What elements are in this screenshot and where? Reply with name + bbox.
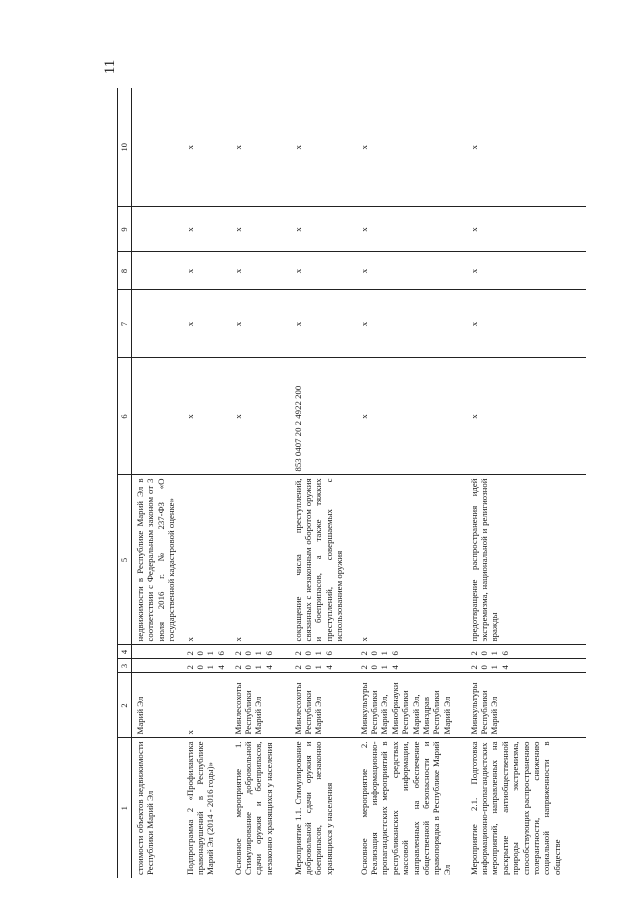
header-cell-7: 7 xyxy=(118,290,132,358)
cell-c4: 2016 xyxy=(356,645,466,659)
cell-c3: 2014 xyxy=(290,659,356,673)
cell-c4: 2016 xyxy=(182,645,230,659)
cell-c7: x xyxy=(466,290,586,358)
cell-c9 xyxy=(132,207,182,252)
cell-c5: x xyxy=(182,475,230,645)
cell-c3: 2014 xyxy=(466,659,586,673)
cell-c10: x xyxy=(182,88,230,207)
cell-c7: x xyxy=(356,290,466,358)
header-cell-1: 1 xyxy=(118,738,132,878)
rotated-table-page xyxy=(117,88,562,878)
header-cell-5: 5 xyxy=(118,475,132,645)
cell-c10: x xyxy=(290,88,356,207)
cell-c7 xyxy=(132,290,182,358)
cell-c2: Минлесохоты Республики Марий Эл xyxy=(230,673,290,738)
cell-c1: Мероприятие 2.1. Подготовка информационно-пропагандистских мероприятий, направленных на раскрытие антиобщественной природы экстремизма, способствующих распространению толерантности, снижению социальной напряженности в обществе xyxy=(468,741,562,875)
page-number: 11 xyxy=(101,59,118,75)
cell-c4 xyxy=(132,645,182,659)
table-row xyxy=(356,88,466,878)
header-cell-10: 10 xyxy=(118,88,132,207)
cell-c8 xyxy=(132,252,182,290)
cell-c1: стоимости объектов недвижимости Республики Марий Эл xyxy=(135,741,156,875)
cell-c9: x xyxy=(466,207,586,252)
cell-c8: x xyxy=(182,252,230,290)
cell-c8: x xyxy=(356,252,466,290)
header-cell-4: 4 xyxy=(118,645,132,659)
cell-c7: x xyxy=(230,290,290,358)
cell-c6 xyxy=(132,358,182,475)
cell-c6: x xyxy=(356,358,466,475)
cell-c1: Основное мероприятие 1. Стимулирование добровольной сдачи оружия и боеприпасов, незаконно хранящихся у населения xyxy=(232,741,274,875)
cell-c2: x xyxy=(182,673,230,738)
cell-c2: Марий Эл xyxy=(132,673,182,738)
cell-c4: 2016 xyxy=(466,645,586,659)
cell-c6: x xyxy=(182,358,230,475)
cell-c7: x xyxy=(182,290,230,358)
cell-c8: x xyxy=(466,252,586,290)
cell-c3: 2014 xyxy=(230,659,290,673)
cell-c1: Мероприятие 1.1. Стимулирование добровольной сдачи оружия и боеприпасов, незаконно хранящихся у населения xyxy=(292,741,334,875)
table-row xyxy=(290,88,356,878)
cell-c10 xyxy=(132,88,182,207)
cell-c6: x xyxy=(466,358,586,475)
cell-c6: x xyxy=(230,358,290,475)
cell-c3: 2014 xyxy=(356,659,466,673)
cell-c5: недвижимости в Республике Марий Эл в соответствии с Федеральным законом от 3 июля 2016 г. № 237-ФЗ «О государственной кадастровой оценке» xyxy=(132,475,182,645)
cell-c5: сокращение числа преступлений, связанных с незаконным оборотом оружия и боеприпасов, а также тяжких преступлений, совершаемых с использованием оружия xyxy=(290,475,356,645)
cell-c3 xyxy=(132,659,182,673)
table-row xyxy=(132,88,182,878)
cell-c6: 853 0407 20 2 4922 200 xyxy=(290,358,356,475)
cell-c4: 2016 xyxy=(290,645,356,659)
cell-c10: x xyxy=(466,88,586,207)
table-row xyxy=(182,88,230,878)
cell-c9: x xyxy=(230,207,290,252)
cell-c4: 2016 xyxy=(230,645,290,659)
cell-c3: 2014 xyxy=(182,659,230,673)
header-row xyxy=(118,88,132,878)
cell-c10: x xyxy=(230,88,290,207)
cell-c5: предотвращение распространения идей экстремизма, национальной и религиозной вражды xyxy=(466,475,586,645)
header-cell-9: 9 xyxy=(118,207,132,252)
cell-c1: Подпрограмма 2 «Профилактика правонарушений в Республике Марий Эл (2014 - 2016 годы)» xyxy=(184,741,216,875)
program-table xyxy=(117,88,586,878)
table-row xyxy=(230,88,290,878)
table-row xyxy=(466,88,586,878)
cell-c1: Основное мероприятие 2. Реализация информационно-пропагандистских мероприятий в республиканских средствах массовой информации, направленных на обеспечение общественной безопасности и правопорядка в Республике Марий Эл xyxy=(358,741,452,875)
cell-c9: x xyxy=(290,207,356,252)
cell-c5: x xyxy=(356,475,466,645)
cell-c9: x xyxy=(356,207,466,252)
cell-c5: x xyxy=(230,475,290,645)
cell-c2: Минкультуры Республики Марий Эл, Минобрнауки Республики Марий Эл, Минздрав Республики Марий Эл xyxy=(356,673,466,738)
cell-c7: x xyxy=(290,290,356,358)
cell-c8: x xyxy=(290,252,356,290)
header-cell-3: 3 xyxy=(118,659,132,673)
cell-c2: Минлесохоты Республики Марий Эл xyxy=(290,673,356,738)
cell-c2: Минкультуры Республики Марий Эл xyxy=(466,673,586,738)
cell-c10: x xyxy=(356,88,466,207)
cell-c9: x xyxy=(182,207,230,252)
cell-c8: x xyxy=(230,252,290,290)
header-cell-2: 2 xyxy=(118,673,132,738)
header-cell-6: 6 xyxy=(118,358,132,475)
header-cell-8: 8 xyxy=(118,252,132,290)
